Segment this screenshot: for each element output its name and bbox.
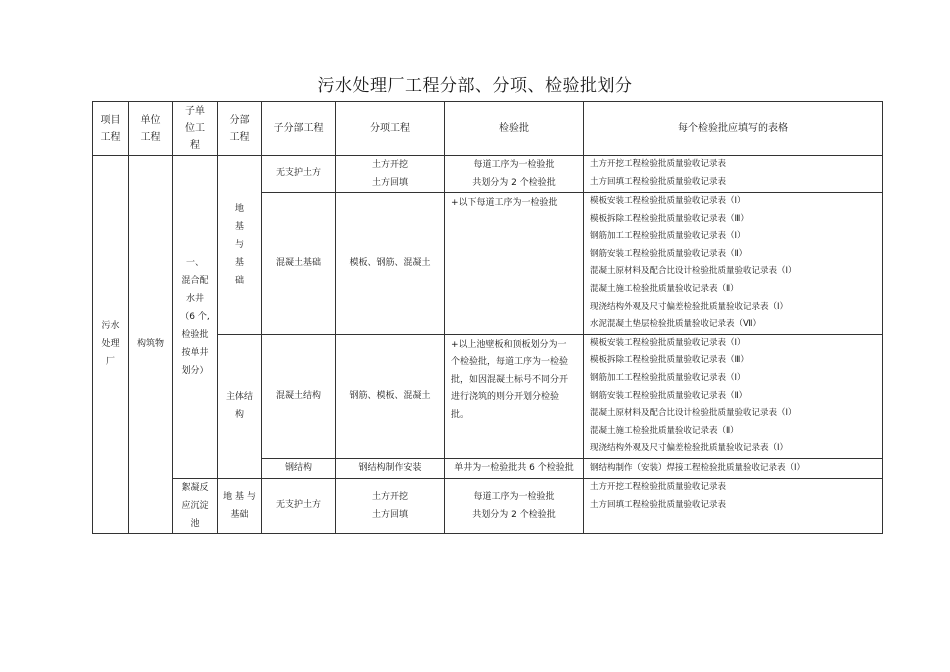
header-text: 工程 xyxy=(229,131,250,143)
form-item: 模板拆除工程检验批质量验收记录表（Ⅲ） xyxy=(590,213,749,224)
batch-cell xyxy=(445,156,584,193)
sub-unit-cell xyxy=(173,478,218,533)
header-text: 分部 xyxy=(229,114,250,126)
cell-text: 厂 xyxy=(105,357,115,368)
cell-text: 共划分为 2 个检验批 xyxy=(472,178,556,188)
batch-cell xyxy=(445,334,584,458)
form-item: 水泥混凝土垫层检验批质量验收记录表（Ⅶ） xyxy=(590,319,762,330)
header-text: 工程 xyxy=(100,131,121,143)
cell-text: 土方回填 xyxy=(371,178,408,188)
header-sub-unit xyxy=(173,102,218,156)
cell-text: （6 个, xyxy=(180,311,210,322)
form-item: 现浇结构外观及尺寸偏差检验批质量验收记录表（Ⅰ） xyxy=(590,443,789,454)
cell-text: 共划分为 2 个检验批 xyxy=(472,509,556,520)
cell-text: 絮凝反 xyxy=(181,482,209,493)
form-item: 土方开挖工程检验批质量验收记录表 xyxy=(590,159,727,170)
form-item: 混凝土施工检验批质量验收记录表（Ⅱ） xyxy=(590,283,739,294)
cell-text: 处理 xyxy=(101,339,120,350)
forms-cell xyxy=(584,156,883,193)
header-item: 分项工程 xyxy=(336,102,445,156)
page-title: 污水处理厂工程分部、分项、检验批划分 xyxy=(317,76,633,96)
header-text: 项目 xyxy=(100,114,121,126)
sub-division-cell: 无支护土方 xyxy=(262,478,336,533)
unit-cell: 构筑物 xyxy=(129,156,173,534)
cell-text: 混合配 xyxy=(181,275,209,286)
cell-text: 基础 xyxy=(230,509,249,520)
form-item: 模板安装工程检验批质量验收记录表（Ⅰ） xyxy=(590,196,746,206)
cell-text: 每道工序为一检验批 xyxy=(473,491,555,502)
cell-text: 批，如因混凝土标号不同分开 xyxy=(451,374,569,385)
header-batch: 检验批 xyxy=(445,102,584,156)
form-item: 现浇结构外观及尺寸偏差检验批质量验收记录表（Ⅰ） xyxy=(590,301,789,312)
header-project xyxy=(93,102,129,156)
division-cell xyxy=(218,478,262,533)
cell-text: 划分） xyxy=(181,365,209,376)
cell-text: 地 xyxy=(234,203,244,214)
cell-text: 检验批 xyxy=(181,329,209,340)
header-text: 工程 xyxy=(140,131,161,143)
form-item: 钢结构制作（安装）焊接工程检验批质量验收记录表（Ⅰ） xyxy=(590,462,806,473)
cell-text: 个检验批，每道工序为一检验 xyxy=(451,357,569,368)
cell-text: 污水 xyxy=(101,321,120,332)
cell-text: 础 xyxy=(234,275,244,286)
cell-text: 批。 xyxy=(451,409,470,420)
sub-division-cell: 混凝土结构 xyxy=(262,334,336,458)
sub-unit-cell xyxy=(173,156,218,479)
forms-cell xyxy=(584,193,883,335)
item-cell: 模板、钢筋、混凝土 xyxy=(336,193,445,335)
sub-division-cell: 混凝土基础 xyxy=(262,193,336,335)
header-forms: 每个检验批应填写的表格 xyxy=(584,102,883,156)
form-item: 钢筋加工工程检验批质量验收记录表（Ⅰ） xyxy=(590,231,746,242)
item-cell xyxy=(336,156,445,193)
cell-text: 池 xyxy=(190,518,200,529)
form-item: 土方开挖工程检验批质量验收记录表 xyxy=(590,481,727,492)
cell-text: 主体结 xyxy=(225,392,253,403)
cell-text: 土方开挖 xyxy=(371,491,408,502)
header-text: 单位 xyxy=(140,114,161,126)
header-unit xyxy=(129,102,173,156)
cell-text: +以上池壁板和顶板划分为一 xyxy=(451,339,567,350)
cell-text: 基 xyxy=(234,257,244,268)
cell-text: 一、 xyxy=(185,257,204,268)
cell-text: 基 xyxy=(234,221,244,232)
form-item: 混凝土施工检验批质量验收记录表（Ⅱ） xyxy=(590,425,739,436)
header-sub-division: 子分部工程 xyxy=(262,102,336,156)
forms-cell xyxy=(584,478,883,533)
batch-cell xyxy=(445,478,584,533)
form-item: 混凝土原材料及配合比设计检验批质量验收记录表（Ⅰ） xyxy=(590,408,797,419)
header-text: 位工 xyxy=(185,123,205,134)
form-item: 模板安装工程检验批质量验收记录表（Ⅰ） xyxy=(590,337,746,348)
cell-text: 进行浇筑的则分开划分检验 xyxy=(451,392,560,403)
division-cell xyxy=(218,156,262,335)
cell-text: 按单井 xyxy=(181,347,209,358)
sub-division-cell: 钢结构 xyxy=(262,458,336,478)
division-cell xyxy=(218,334,262,478)
item-cell: 钢筋、模板、混凝土 xyxy=(336,334,445,458)
header-row xyxy=(93,102,883,156)
batch-cell: 单井为一检验批共 6 个检验批 xyxy=(445,458,584,478)
cell-text: 应沉淀 xyxy=(181,500,209,511)
cell-text: 与 xyxy=(234,239,244,250)
table-row xyxy=(93,156,883,193)
header-text: 子单 xyxy=(185,106,205,117)
cell-text: 每道工序为一检验批 xyxy=(473,160,555,170)
item-cell: 钢结构制作安装 xyxy=(336,458,445,478)
form-item: 模板拆除工程检验批质量验收记录表（Ⅲ） xyxy=(590,355,749,366)
sub-division-cell: 无支护土方 xyxy=(262,156,336,193)
cell-text: 土方开挖 xyxy=(371,160,408,170)
cell-text: 水井 xyxy=(185,293,204,304)
form-item: 土方回填工程检验批质量验收记录表 xyxy=(590,177,727,187)
header-text: 程 xyxy=(190,140,200,151)
cell-text: 构 xyxy=(234,410,244,421)
form-item: 土方回填工程检验批质量验收记录表 xyxy=(590,499,727,510)
forms-cell xyxy=(584,458,883,478)
item-cell xyxy=(336,478,445,533)
forms-cell xyxy=(584,334,883,458)
form-item: 钢筋安装工程检验批质量验收记录表（Ⅱ） xyxy=(590,248,748,259)
project-cell xyxy=(93,156,129,534)
batch-cell: +以下每道工序为一检验批 xyxy=(445,193,584,335)
cell-text: 土方回填 xyxy=(371,509,408,520)
form-item: 钢筋加工工程检验批质量验收记录表（Ⅰ） xyxy=(590,372,746,383)
division-table xyxy=(92,101,883,534)
form-item: 混凝土原材料及配合比设计检验批质量验收记录表（Ⅰ） xyxy=(590,266,797,277)
header-division xyxy=(218,102,262,156)
form-item: 钢筋安装工程检验批质量验收记录表（Ⅱ） xyxy=(590,390,748,401)
table-row xyxy=(93,478,883,533)
cell-text: 地 基 与 xyxy=(223,491,256,502)
